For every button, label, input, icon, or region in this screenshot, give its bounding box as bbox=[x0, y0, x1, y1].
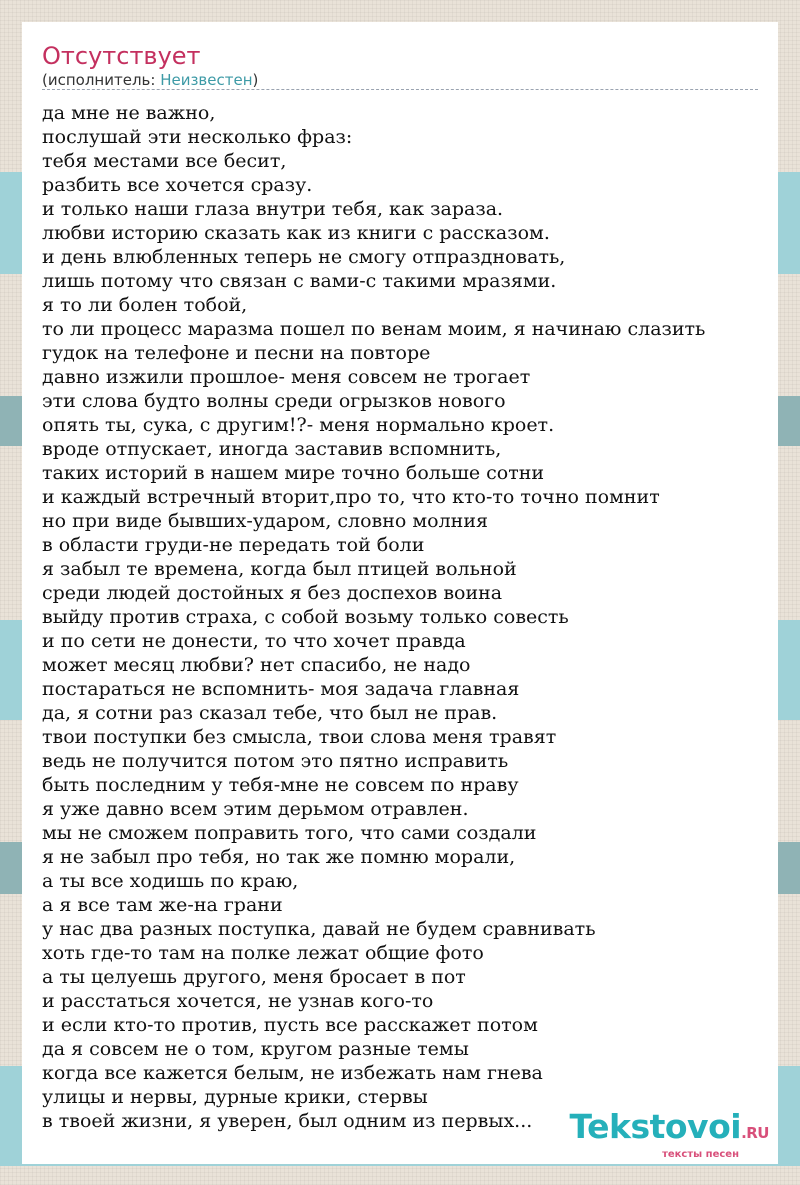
artist-suffix: ) bbox=[252, 71, 259, 89]
lyric-line: разбить все хочется сразу. bbox=[42, 174, 313, 196]
lyrics-text bbox=[42, 101, 758, 1133]
lyric-line: твои поступки без смысла, твои слова меня травят bbox=[42, 726, 557, 748]
site-logo[interactable] bbox=[570, 1109, 769, 1160]
lyric-line: у нас два разных поступка, давай не будем сравнивать bbox=[42, 918, 596, 940]
title-divider bbox=[42, 89, 758, 90]
lyric-line: может месяц любви? нет спасибо, не надо bbox=[42, 654, 471, 676]
song-title: Отсутствует bbox=[42, 42, 201, 70]
lyric-line: ведь не получится потом это пятно исправить bbox=[42, 750, 509, 772]
lyrics-card bbox=[22, 22, 778, 1164]
lyric-line: да я совсем не о том, кругом разные темы bbox=[42, 1038, 469, 1060]
lyric-line: я забыл те времена, когда был птицей вольной bbox=[42, 558, 517, 580]
lyric-line: послушай эти несколько фраз: bbox=[42, 126, 353, 148]
lyric-line: я уже давно всем этим дерьмом отравлен. bbox=[42, 798, 469, 820]
lyric-line: гудок на телефоне и песни на повторе bbox=[42, 342, 431, 364]
lyric-line: хоть где-то там на полке лежат общие фото bbox=[42, 942, 484, 964]
lyric-line: я не забыл про тебя, но так же помню морали, bbox=[42, 846, 516, 868]
lyric-line: быть последним у тебя-мне не совсем по нраву bbox=[42, 774, 519, 796]
logo-name: Tekstovoi bbox=[569, 1107, 742, 1146]
lyric-line: в твоей жизни, я уверен, был одним из первых... bbox=[42, 1110, 533, 1132]
lyric-line: лишь потому что связан с вами-с такими мразями. bbox=[42, 270, 557, 292]
lyric-line: и день влюбленных теперь не смогу отпраздновать, bbox=[42, 246, 566, 268]
lyric-line: я то ли болен тобой, bbox=[42, 294, 248, 316]
lyric-line: когда все кажется белым, не избежать нам гнева bbox=[42, 1062, 543, 1084]
lyric-line: и расстаться хочется, не узнав кого-то bbox=[42, 990, 434, 1012]
lyric-line: тебя местами все бесит, bbox=[42, 150, 287, 172]
lyric-line: и если кто-то против, пусть все расскажет потом bbox=[42, 1014, 538, 1036]
lyric-line: среди людей достойных я без доспехов воина bbox=[42, 582, 503, 604]
lyric-line: и по сети не донести, то что хочет правда bbox=[42, 630, 466, 652]
artist-prefix: (исполнитель: bbox=[42, 71, 161, 89]
artist-link[interactable]: Неизвестен bbox=[160, 71, 253, 89]
lyric-line: выйду против страха, с собой возьму только совесть bbox=[42, 606, 569, 628]
lyric-line: и только наши глаза внутри тебя, как зараза. bbox=[42, 198, 504, 220]
lyric-line: вроде отпускает, иногда заставив вспомнить, bbox=[42, 438, 502, 460]
lyric-line: таких историй в нашем мире точно больше сотни bbox=[42, 462, 545, 484]
lyric-line: в области груди-не передать той боли bbox=[42, 534, 425, 556]
lyric-line: постараться не вспомнить- моя задача главная bbox=[42, 678, 520, 700]
lyric-line: а ты все ходишь по краю, bbox=[42, 870, 299, 892]
lyric-line: улицы и нервы, дурные крики, стервы bbox=[42, 1086, 428, 1108]
lyric-line: эти слова будто волны среди огрызков нового bbox=[42, 390, 506, 412]
lyric-line: а я все там же-на грани bbox=[42, 894, 283, 916]
lyric-line: а ты целуешь другого, меня бросает в пот bbox=[42, 966, 466, 988]
logo-tagline: тексты песен bbox=[662, 1149, 739, 1160]
lyric-line: да, я сотни раз сказал тебе, что был не прав. bbox=[42, 702, 498, 724]
lyric-line: любви историю сказать как из книги с рассказом. bbox=[42, 222, 550, 244]
lyric-line: опять ты, сука, с другим!?- меня нормально кроет. bbox=[42, 414, 555, 436]
lyric-line: давно изжили прошлое- меня совсем не трогает bbox=[42, 366, 531, 388]
lyric-line: но при виде бывших-ударом, словно молния bbox=[42, 510, 488, 532]
lyric-line: мы не сможем поправить того, что сами создали bbox=[42, 822, 537, 844]
lyric-line: да мне не важно, bbox=[42, 102, 216, 124]
lyric-line: то ли процесс маразма пошел по венам моим, я начинаю слазить bbox=[42, 318, 706, 340]
logo-wordmark bbox=[570, 1109, 769, 1151]
logo-domain: .RU bbox=[741, 1124, 769, 1142]
artist-line bbox=[42, 71, 258, 89]
lyric-line: и каждый встречный вторит,про то, что кто-то точно помнит bbox=[42, 486, 660, 508]
